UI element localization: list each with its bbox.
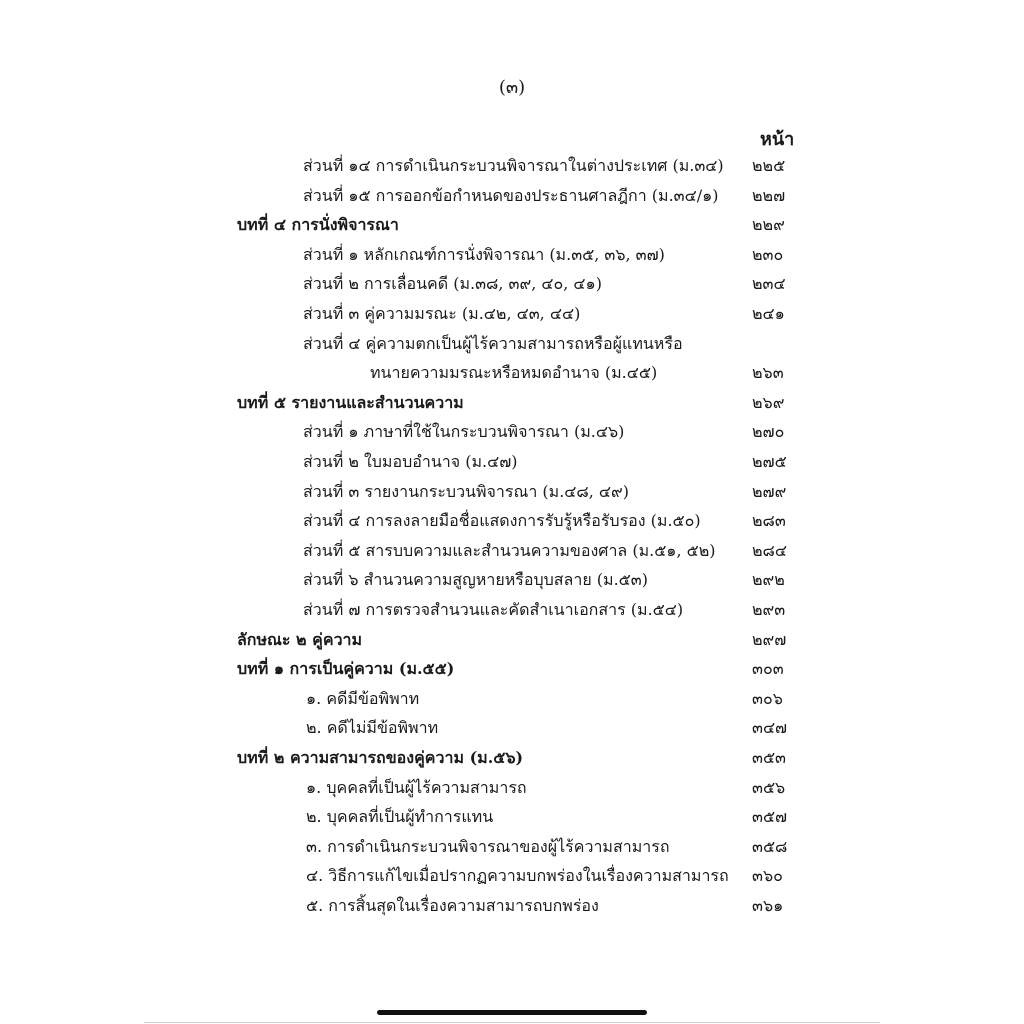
toc-entry-title: ส่วนที่ ๖ สำนวนความสูญหายหรือบุบสลาย (ม.๕๓) — [303, 570, 648, 590]
toc-entry-title: ส่วนที่ ๑ หลักเกณฑ์การนั่งพิจารณา (ม.๓๕, ๓๖, ๓๗) — [303, 244, 665, 264]
toc-entry-page: ๒๒๙ — [752, 215, 785, 235]
toc-entry-page: ๒๗๙ — [752, 481, 787, 501]
toc-entry-title: ๒. บุคคลที่เป็นผู้ทำการแทน — [306, 807, 494, 827]
toc-entry — [0, 653, 1024, 683]
toc-entry — [0, 860, 1024, 890]
toc-entry-title: ๑. บุคคลที่เป็นผู้ไร้ความสามารถ — [306, 777, 527, 797]
toc-entry-page: ๒๓๐ — [752, 244, 784, 264]
toc-entry-title: ส่วนที่ ๔ คู่ความตกเป็นผู้ไร้ความสามารถหรือผู้แทนหรือ — [303, 333, 683, 353]
toc-entry-page: ๓๐๖ — [752, 688, 783, 708]
toc-entry — [0, 180, 1024, 210]
toc-entry-title: ทนายความมรณะหรือหมดอำนาจ (ม.๔๕) — [370, 363, 658, 383]
toc-entry-title: ๓. การดำเนินกระบวนพิจารณาของผู้ไร้ความสามารถ — [306, 836, 670, 856]
toc-entry-page: ๒๓๔ — [752, 274, 786, 294]
toc-entry — [0, 772, 1024, 802]
toc-entry — [0, 624, 1024, 654]
toc-entry-page: ๒๒๕ — [752, 156, 786, 175]
page-column-header: หน้า — [760, 129, 795, 150]
toc-entry-page: ๒๘๓ — [752, 511, 786, 531]
toc-entry — [0, 328, 1024, 358]
toc-entry-title: ๑. คดีมีข้อพิพาท — [306, 688, 420, 708]
toc-entry-page: ๒๙๗ — [752, 629, 787, 649]
toc-entry-page: ๓๕๘ — [752, 836, 788, 856]
toc-entry-page: ๓๖๐ — [752, 866, 783, 886]
toc-entry — [0, 564, 1024, 594]
toc-entry-title: ๔. วิธีการแก้ไขเมื่อปรากฏความบกพร่องในเรื่องความสามารถ — [306, 866, 729, 886]
toc-entry-page: ๓๕๖ — [752, 777, 786, 797]
toc-entry — [0, 505, 1024, 535]
toc-entry-title: ส่วนที่ ๕ สารบบความและสำนวนความของศาล (ม.๕๑, ๕๒) — [303, 540, 716, 560]
toc-entry — [0, 890, 1024, 920]
bottom-divider — [144, 1022, 880, 1023]
toc-entry — [0, 683, 1024, 713]
toc-entry-title: ส่วนที่ ๑ ภาษาที่ใช้ในกระบวนพิจารณา (ม.๔๖) — [303, 422, 625, 442]
toc-entry — [0, 357, 1024, 387]
toc-entry-page: ๒๙๒ — [752, 570, 785, 590]
toc-entry — [0, 742, 1024, 772]
toc-entry-page: ๒๙๓ — [752, 600, 786, 619]
toc-entry — [0, 387, 1024, 417]
toc-entry-page: ๒๖๙ — [752, 392, 785, 412]
toc-entry — [0, 298, 1024, 328]
toc-entry-title: ส่วนที่ ๒ ใบมอบอำนาจ (ม.๔๗) — [303, 452, 518, 471]
toc-entry-title: ๒. คดีไม่มีข้อพิพาท — [306, 718, 439, 738]
toc-entry-title: บทที่ ๒ ความสามารถของคู่ความ (ม.๕๖) — [237, 748, 524, 767]
toc-entry — [0, 712, 1024, 742]
toc-entry — [0, 209, 1024, 239]
table-of-contents — [0, 150, 1024, 930]
toc-entry-title: บทที่ ๑ การเป็นคู่ความ (ม.๕๕) — [237, 659, 455, 679]
toc-entry-title: ส่วนที่ ๒ การเลื่อนคดี (ม.๓๘, ๓๙, ๔๐, ๔๑) — [303, 274, 602, 294]
toc-entry-page: ๒๒๗ — [752, 185, 786, 205]
toc-entry-title: ส่วนที่ ๗ การตรวจสำนวนและคัดสำเนาเอกสาร (ม.๕๔) — [303, 600, 684, 619]
toc-entry-page: ๓๐๓ — [752, 659, 784, 679]
toc-entry-title: ส่วนที่ ๓ รายงานกระบวนพิจารณา (ม.๔๘, ๔๙) — [303, 481, 629, 501]
toc-entry-page: ๒๘๔ — [752, 540, 787, 560]
toc-entry-page: ๒๔๑ — [752, 304, 785, 323]
page-number: (๓) — [498, 77, 526, 98]
toc-entry-page: ๓๔๗ — [752, 718, 788, 738]
toc-entry-title: ส่วนที่ ๓ คู่ความมรณะ (ม.๔๒, ๔๓, ๔๔) — [303, 304, 581, 323]
toc-entry-page: ๒๖๓ — [752, 363, 784, 383]
toc-entry — [0, 239, 1024, 269]
toc-entry-title: บทที่ ๔ การนั่งพิจารณา — [237, 215, 399, 235]
toc-entry — [0, 268, 1024, 298]
toc-entry-title: ส่วนที่ ๑๔ การดำเนินกระบวนพิจารณาในต่างประเทศ (ม.๓๔) — [303, 156, 724, 175]
home-indicator[interactable] — [377, 1010, 647, 1015]
toc-entry — [0, 476, 1024, 506]
toc-entry-title: ลักษณะ ๒ คู่ความ — [237, 629, 363, 649]
toc-entry-page: ๒๗๕ — [752, 452, 787, 471]
toc-entry-title: ส่วนที่ ๔ การลงลายมือชื่อแสดงการรับรู้หรือรับรอง (ม.๕๐) — [303, 511, 701, 531]
toc-entry-page: ๒๗๐ — [752, 422, 785, 442]
toc-entry — [0, 446, 1024, 476]
toc-entry-title: ส่วนที่ ๑๕ การออกข้อกำหนดของประธานศาลฎีกา (ม.๓๔/๑) — [303, 185, 719, 205]
toc-entry — [0, 594, 1024, 624]
toc-entry — [0, 831, 1024, 861]
toc-entry-page: ๓๕๗ — [752, 807, 788, 827]
toc-entry-title: ๕. การสิ้นสุดในเรื่องความสามารถบกพร่อง — [306, 896, 599, 915]
toc-entry — [0, 416, 1024, 446]
toc-entry-page: ๓๖๑ — [752, 896, 784, 915]
toc-entry — [0, 801, 1024, 831]
toc-entry — [0, 535, 1024, 565]
toc-entry-page: ๓๕๓ — [752, 748, 786, 767]
toc-entry — [0, 150, 1024, 180]
toc-entry-title: บทที่ ๕ รายงานและสำนวนความ — [237, 392, 464, 412]
